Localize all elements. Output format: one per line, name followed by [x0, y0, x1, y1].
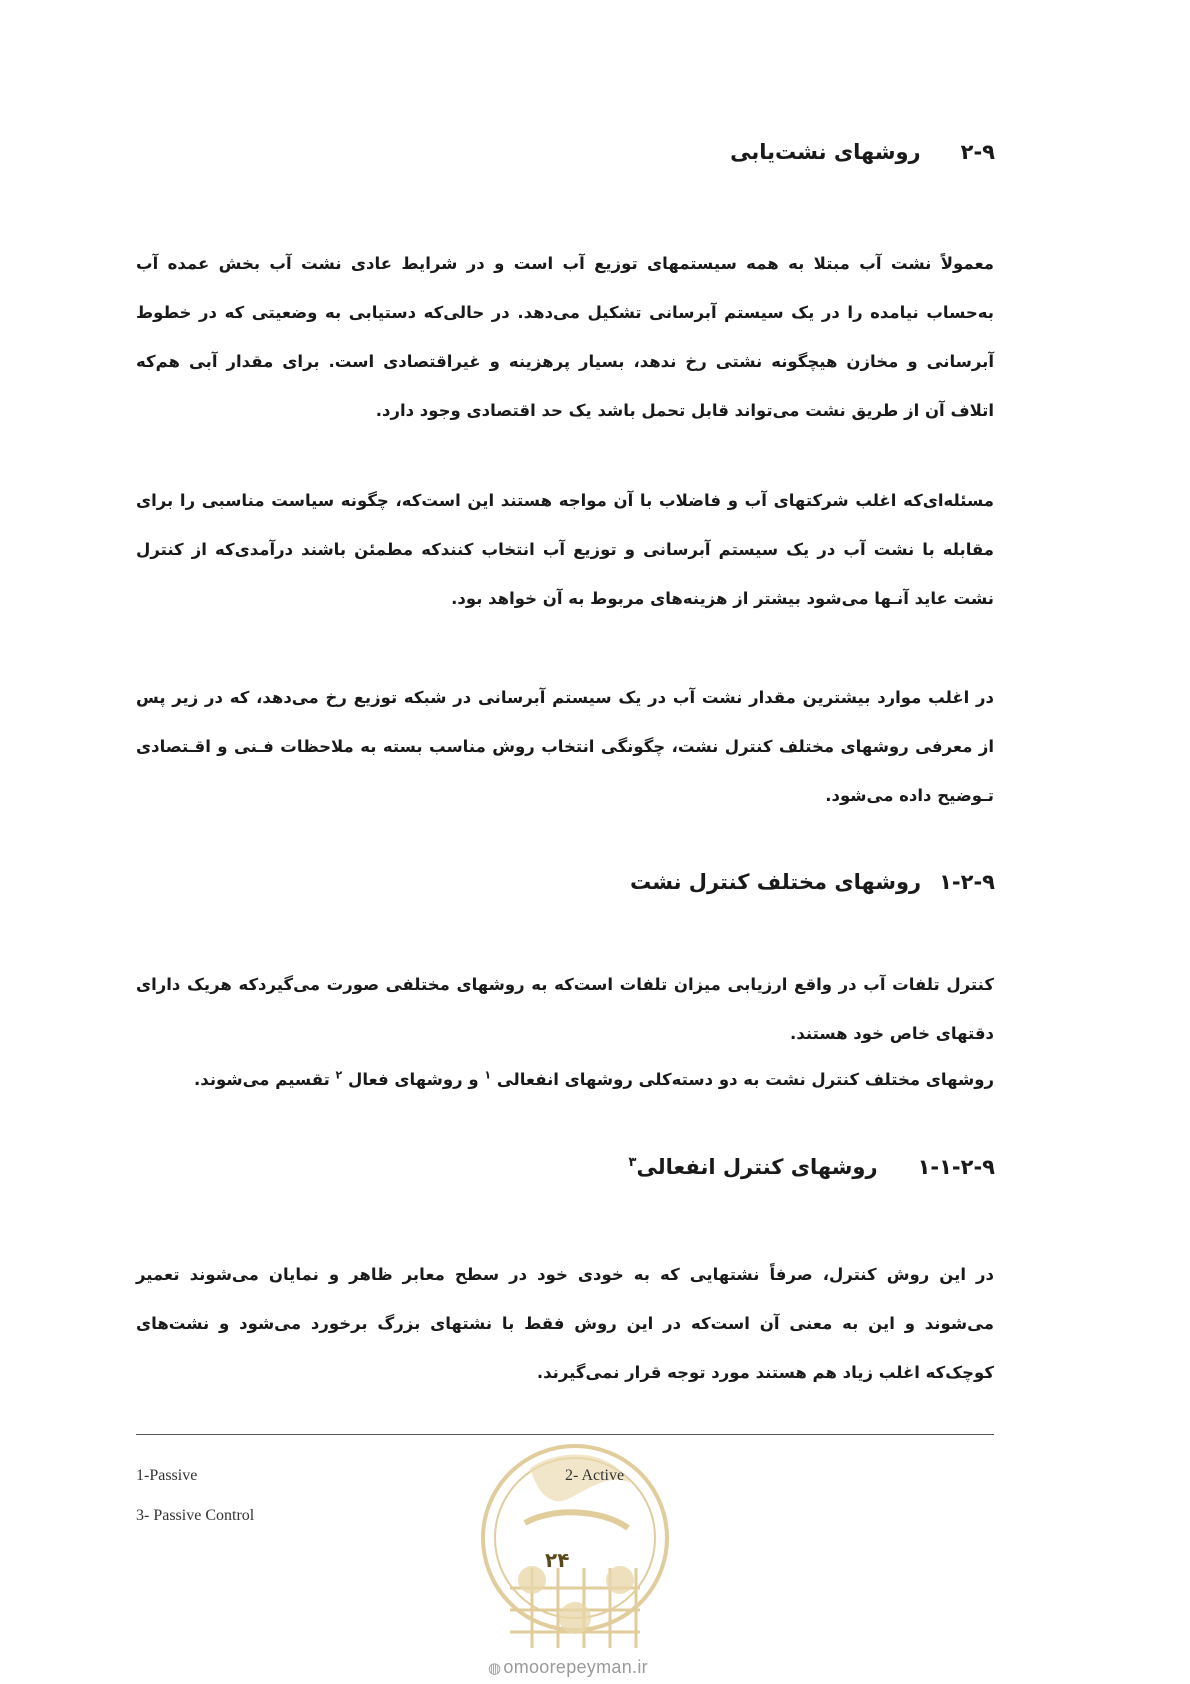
site-url: omoorepeyman.ir: [503, 1657, 648, 1677]
footnote-ref-1: ۱: [484, 1068, 492, 1082]
section-title: روشهای نشت‌یابی: [730, 140, 921, 164]
footnote-ref-3: ۳: [628, 1155, 637, 1170]
paragraph-3: در اغلب موارد بیشترین مقدار نشت آب در یک سیستم آبرسانی در شبکه توزیع رخ می‌دهد، که در زیر پس از معرفی روشهای مختلف کنترل نشت، چگونگی انتخاب روش مناسب بسته به ملاحظات فـنی و اقـتصادی تـوضیح داده می‌شود.: [136, 688, 994, 805]
section-number: ۱-۲-۹: [939, 870, 995, 894]
section-number: ۲-۹: [960, 140, 995, 164]
paragraph-6: در این روش کنترل، صرفاً نشتهایی که به خودی خود در سطح معابر ظاهر و نمایان می‌شوند تعمیر می‌شوند و این به معنی آن است‌که در این روش فقط با نشتهای بزرگ برخورد می‌شود و نشت‌های کوچک‌که اغلب زیاد هم هستند مورد توجه قرار نمی‌گیرند.: [136, 1265, 994, 1382]
footnote-ref-2: ۲: [335, 1068, 343, 1082]
site-watermark: [488, 1657, 648, 1678]
section-heading-9-2-1-1: [629, 1155, 995, 1179]
section-number: ۱-۱-۲-۹: [917, 1155, 995, 1179]
footnote-1: 1-Passive: [136, 1467, 198, 1484]
globe-icon: ◍: [488, 1660, 502, 1677]
paragraph-5-part-b: و روشهای فعال: [348, 1070, 479, 1089]
section-heading-9-2: [730, 140, 995, 164]
watermark-logo: [470, 1428, 680, 1668]
paragraph-5-part-c: تقسیم می‌شوند.: [194, 1070, 330, 1089]
section-title: روشهای کنترل انفعالی: [636, 1155, 878, 1179]
paragraph-2: مسئله‌ای‌که اغلب شرکتهای آب و فاضلاب با آن مواجه هستند این است‌که، چگونه سیاست مناسبی را برای مقابله با نشت آب در یک سیستم آبرسانی و توزیع آب انتخاب کنند‌که مطمئن باشند درآمدی‌که از کنترل نشت عاید آنـها می‌شود بیشتر از هزینه‌های مربوط به آن خواهد بود.: [136, 491, 994, 608]
section-title: روشهای مختلف کنترل نشت: [629, 870, 922, 894]
footnote-3: 3- Passive Control: [136, 1507, 255, 1524]
paragraph-4: کنترل تلفات آب در واقع ارزیابی میزان تلفات است‌که به روشهای مختلفی صورت می‌گیرد‌که هریک دارای دقتهای خاص خود هستند.: [136, 975, 994, 1043]
section-heading-9-2-1: [630, 870, 995, 894]
paragraph-5-part-a: روشهای مختلف کنترل نشت به دو دسته‌کلی روشهای انفعالی: [496, 1070, 994, 1089]
page-number: ۲۴: [545, 1548, 570, 1572]
paragraph-5: [136, 1055, 994, 1104]
paragraph-1: معمولاً نشت آب مبتلا به همه سیستمهای توزیع آب است و در شرایط عادی نشت آب بخش عمده آب به‌حساب نیامده را در یک سیستم آبرسانی تشکیل می‌دهد. در حالی‌که دستیابی به وضعیتی که در خطوط آبرسانی و مخازن هیچگونه نشتی رخ ندهد، بسیار پرهزینه و غیراقتصادی است. برای مقدار آبی هم‌که اتلاف آن از طریق نشت می‌تواند قابل تحمل باشد یک حد اقتصادی وجود دارد.: [136, 254, 994, 420]
footnote-2: 2- Active: [565, 1467, 625, 1484]
